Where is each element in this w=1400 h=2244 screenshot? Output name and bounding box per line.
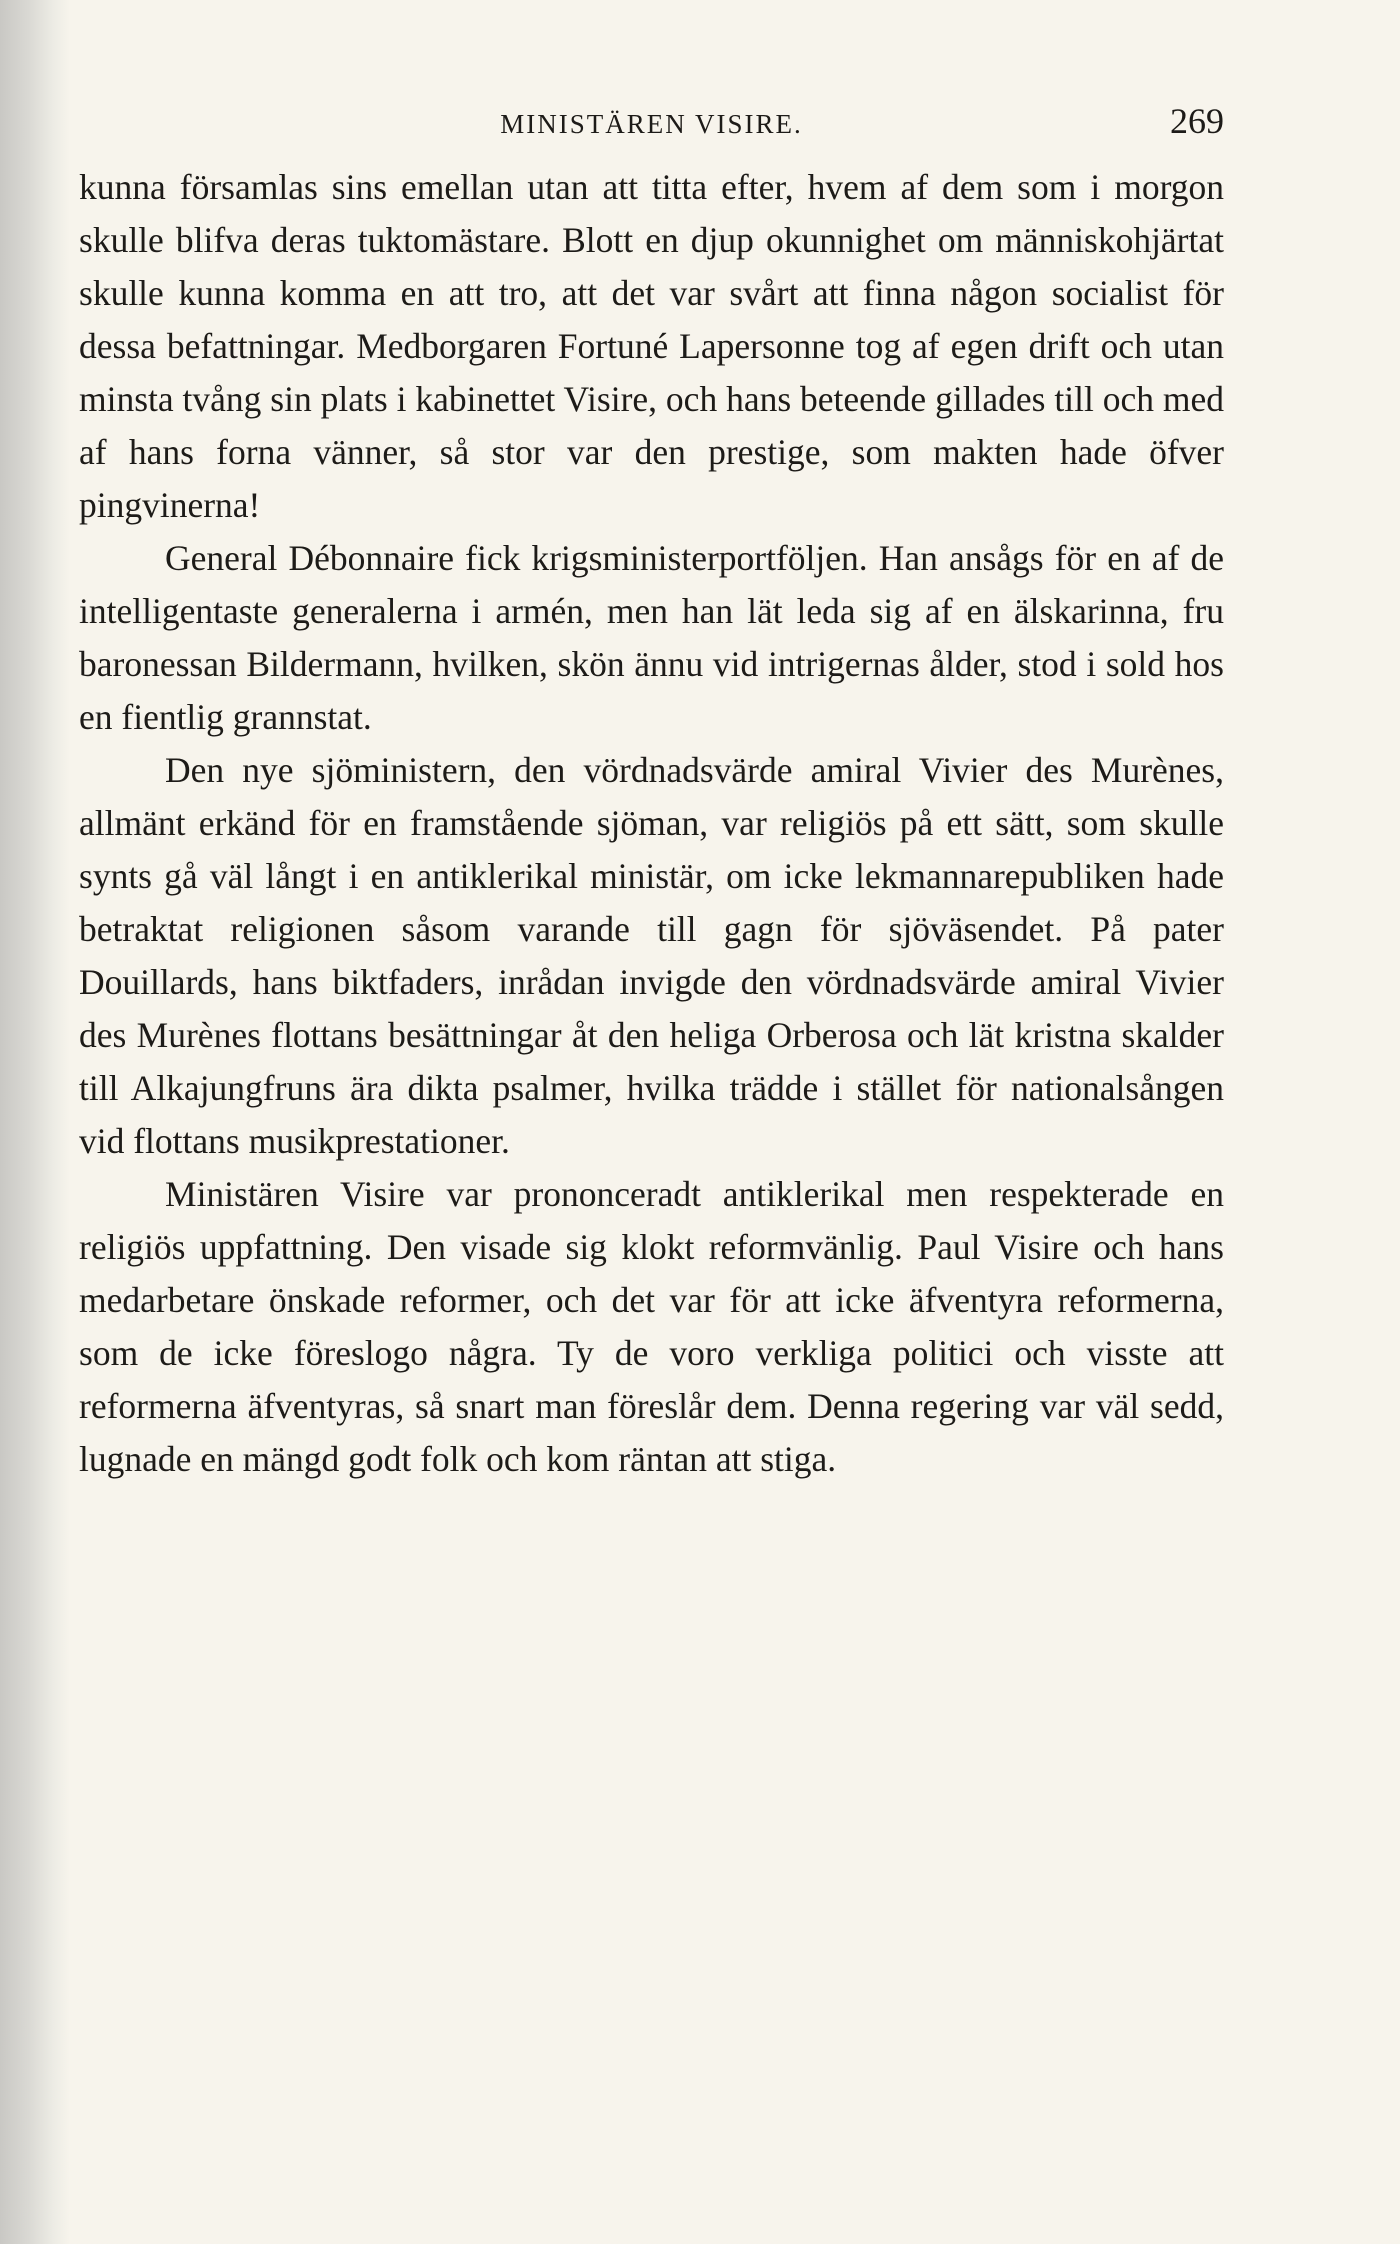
paragraph-ministry-visire: Ministären Visire var prononceradt antiklerikal men respekterade en religiös uppfattning. Den visade sig klokt reformvänlig. Paul Visire och hans medarbetare önskade reformer, och det var för att icke äfventyra reformerna, som de icke föreslogo några. Ty de voro verkliga politici och visste att reformerna äfventyras, så snart man föreslår dem. Denna regering var väl sedd, lugnade en mängd godt folk och kom räntan att stiga. — [79, 1174, 1224, 1479]
paragraph-general-debonnaire: General Débonnaire fick krigsministerportföljen. Han ansågs för en af de intelligentaste generalerna i armén, men han lät leda sig af en älskarinna, fru baronessan Bildermann, hvilken, skön ännu vid intrigernas ålder, stod i sold hos en fientlig grannstat. — [79, 538, 1224, 737]
page-number: 269 — [1170, 101, 1224, 141]
running-title: MINISTÄREN VISIRE. — [500, 109, 803, 139]
book-page — [79, 95, 1224, 1486]
body-text — [79, 161, 1224, 1486]
paragraph-continued: kunna församlas sins emellan utan att titta efter, hvem af dem som i morgon skulle blifva deras tuktomästare. Blott en djup okunnighet om människohjärtat skulle kunna komma en att tro, att det var svårt att finna någon socialist för dessa befattningar. Medborgaren Fortuné Lapersonne tog af egen drift och utan minsta tvång sin plats i kabinettet Visire, och hans beteende gillades till och med af hans forna vänner, så stor var den prestige, som makten hade öfver pingvinerna! — [79, 167, 1224, 525]
running-head — [79, 95, 1224, 155]
binding-shadow — [0, 0, 70, 2244]
paragraph-navy-minister: Den nye sjöministern, den vördnadsvärde amiral Vivier des Murènes, allmänt erkänd för en framstående sjöman, var religiös på ett sätt, som skulle synts gå väl långt i en antiklerikal ministär, om icke lekmannarepubliken hade betraktat religionen såsom varande till gagn för sjöväsendet. På pater Douillards, hans biktfaders, inrådan invigde den vördnadsvärde amiral Vivier des Murènes flottans besättningar åt den heliga Orberosa och lät kristna skalder till Alkajungfruns ära dikta psalmer, hvilka trädde i stället för nationalsången vid flottans musikprestationer. — [79, 750, 1224, 1161]
